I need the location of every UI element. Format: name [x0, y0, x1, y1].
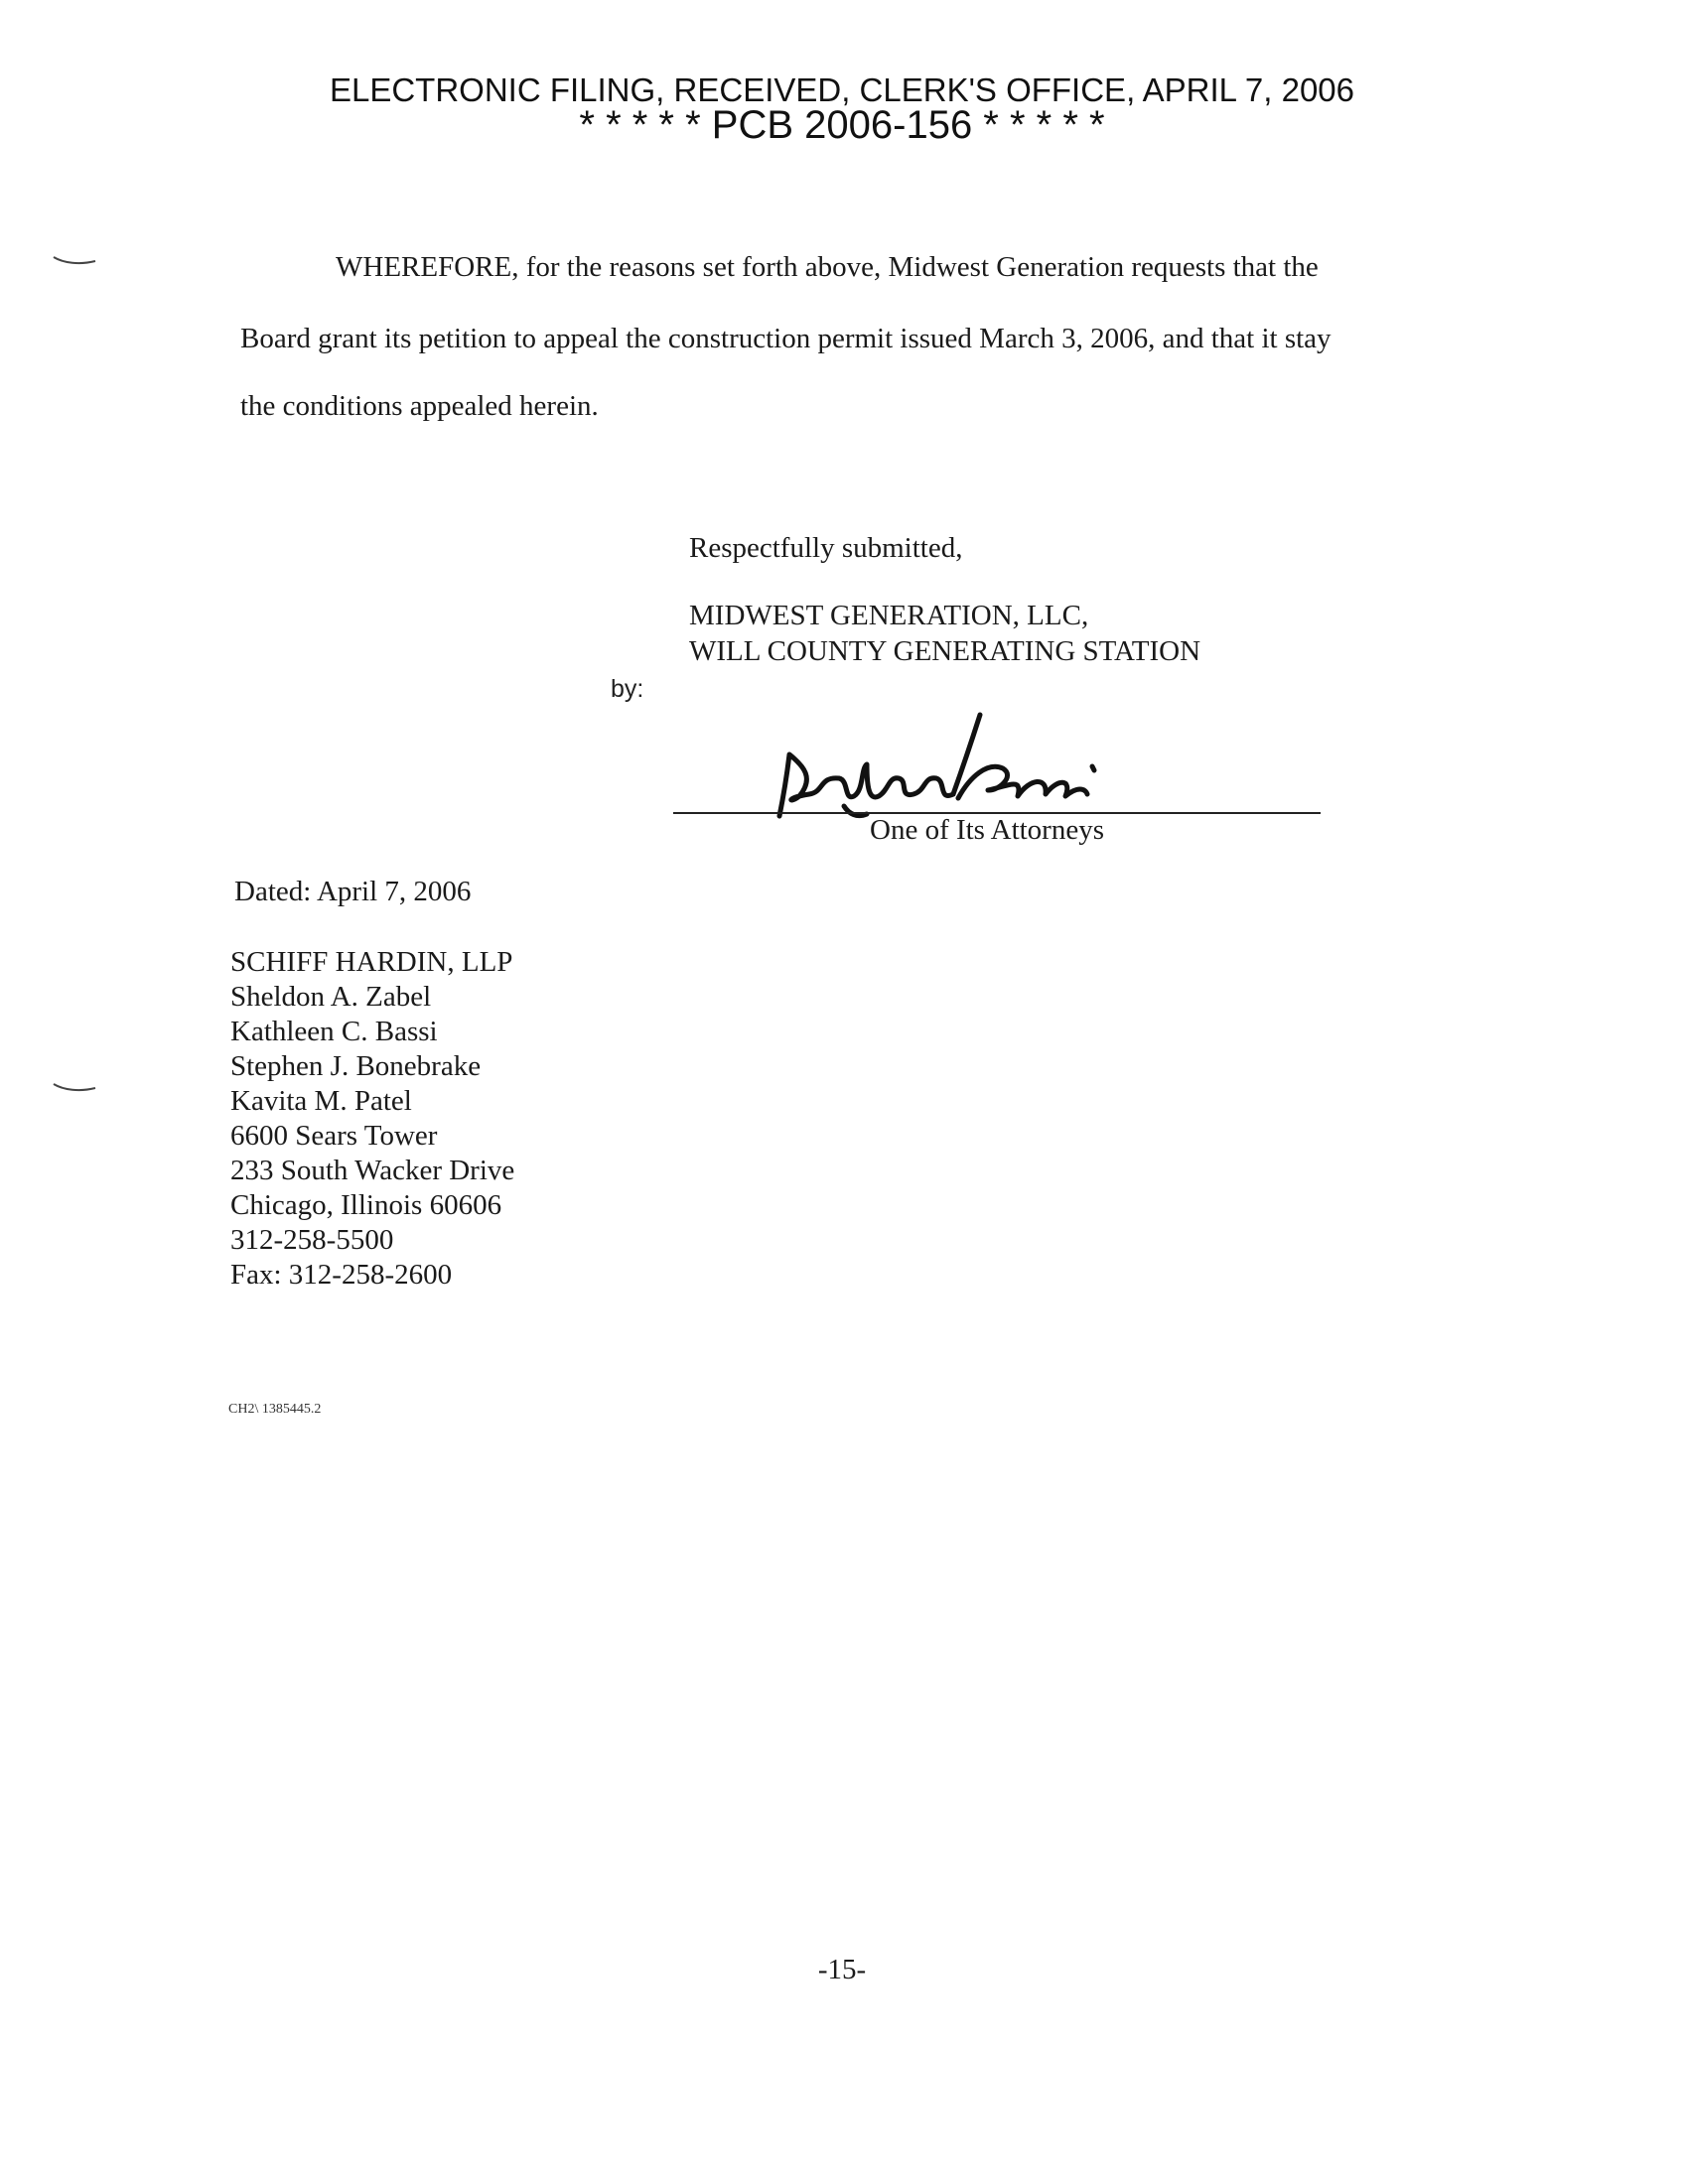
case-number-stamp: * * * * * PCB 2006-156 * * * * *: [579, 103, 1105, 147]
document-id: CH2\ 1385445.2: [228, 1402, 322, 1417]
address-line: 6600 Sears Tower: [230, 1120, 438, 1152]
filing-stamp-line: ELECTRONIC FILING, RECEIVED, CLERK'S OFFICE, APRIL 7, 2006: [329, 71, 1355, 108]
page-number: -15-: [817, 1954, 867, 1985]
paragraph-line: Board grant its petition to appeal the construction permit issued March 3, 2006, and that it stay: [240, 323, 1332, 354]
company-name: MIDWEST GENERATION, LLC,: [689, 600, 1089, 631]
signature-caption: One of Its Attorneys: [870, 814, 1104, 846]
attorney-name: Kathleen C. Bassi: [230, 1016, 438, 1047]
attorney-name: Kavita M. Patel: [230, 1085, 412, 1117]
attorney-name: Sheldon A. Zabel: [230, 981, 432, 1013]
punch-hole-mark: [52, 253, 97, 267]
station-name: WILL COUNTY GENERATING STATION: [689, 635, 1201, 667]
attorney-name: Stephen J. Bonebrake: [230, 1050, 482, 1082]
phone-number: 312-258-5500: [230, 1224, 394, 1256]
by-label: by:: [611, 675, 644, 703]
firm-name: SCHIFF HARDIN, LLP: [230, 946, 513, 978]
paragraph-line: WHEREFORE, for the reasons set forth above, Midwest Generation requests that the: [336, 251, 1319, 283]
punch-hole-mark: [52, 1080, 97, 1094]
dated-line: Dated: April 7, 2006: [234, 876, 472, 907]
fax-number: Fax: 312-258-2600: [230, 1259, 453, 1291]
address-line: 233 South Wacker Drive: [230, 1155, 515, 1186]
paragraph-line: the conditions appealed herein.: [240, 390, 599, 422]
closing-text: Respectfully submitted,: [689, 532, 963, 564]
address-line: Chicago, Illinois 60606: [230, 1189, 502, 1221]
